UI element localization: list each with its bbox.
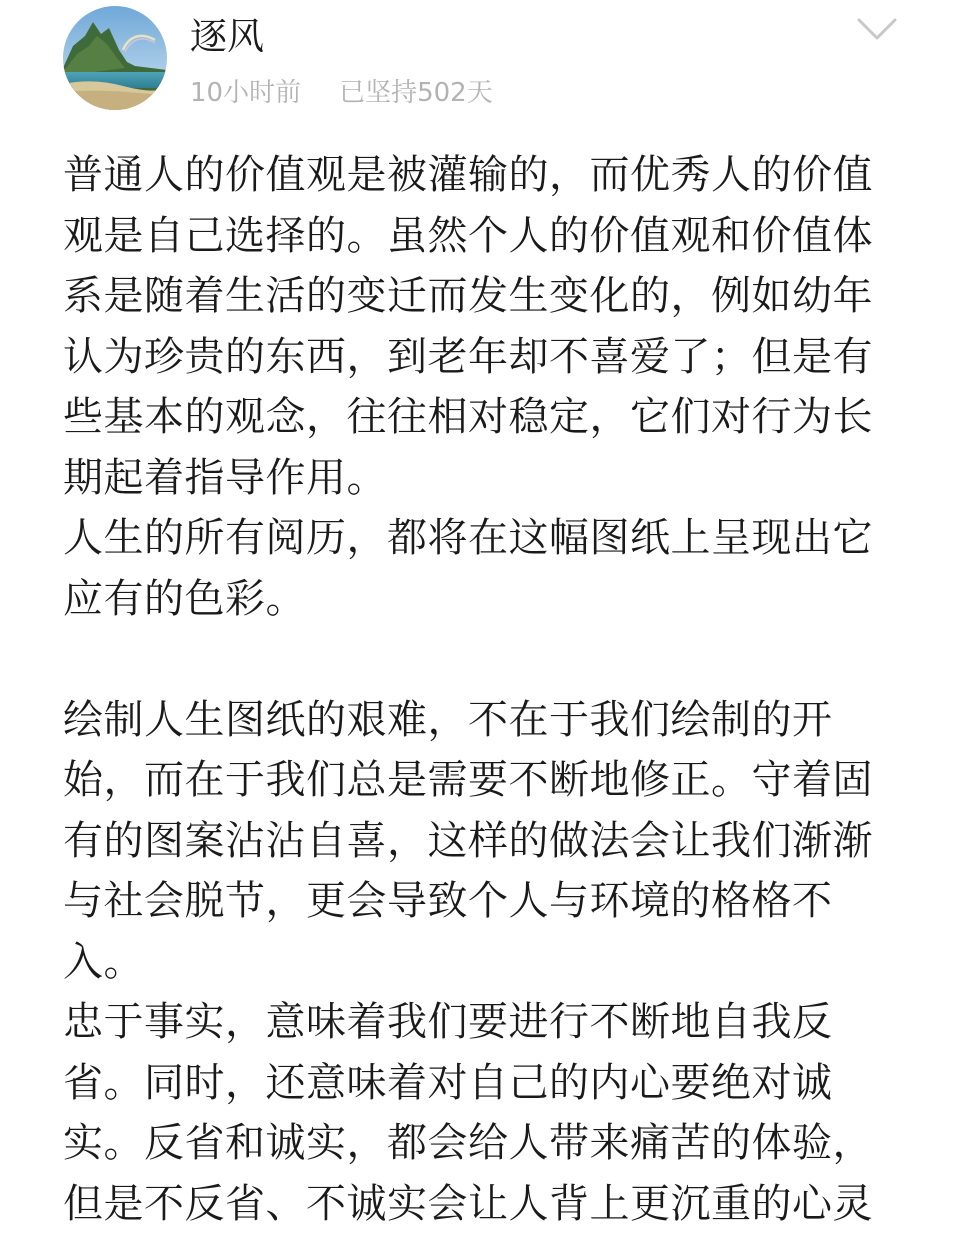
streak-days: 已坚持502天 xyxy=(339,78,493,108)
post-time: 10小时前 xyxy=(190,78,302,108)
paragraph-spacer xyxy=(63,629,883,690)
post-meta xyxy=(190,76,493,110)
author-name[interactable]: 逐风 xyxy=(190,15,264,58)
post-header xyxy=(0,0,960,130)
post-paragraph: 忠于事实，意味着我们要进行不断地自我反省。同时，还意味着对自己的内心要绝对诚实。反省和诚实，都会给人带来痛苦的体验，但是不反省、不诚实会让人背上更沉重的心灵 xyxy=(63,999,873,1227)
post-paragraph: 人生的所有阅历，都将在这幅图纸上呈现出它应有的色彩。 xyxy=(63,515,873,622)
expand-button[interactable] xyxy=(855,14,899,44)
post-paragraph: 普通人的价值观是被灌输的，而优秀人的价值观是自己选择的。虽然个人的价值观和价值体系是随着生活的变迁而发生变化的，例如幼年认为珍贵的东西，到老年却不喜爱了；但是有些基本的观念，往往相对稳定，它们对行为长期起着指导作用。 xyxy=(63,152,873,501)
post-content xyxy=(63,145,883,1234)
landscape-avatar-icon xyxy=(63,6,167,110)
post-paragraph: 绘制人生图纸的艰难，不在于我们绘制的开始，而在于我们总是需要不断地修正。守着固有的图案沾沾自喜，这样的做法会让我们渐渐与社会脱节，更会导致个人与环境的格格不入。 xyxy=(63,696,873,985)
avatar[interactable] xyxy=(63,6,167,110)
chevron-down-icon xyxy=(855,14,899,44)
